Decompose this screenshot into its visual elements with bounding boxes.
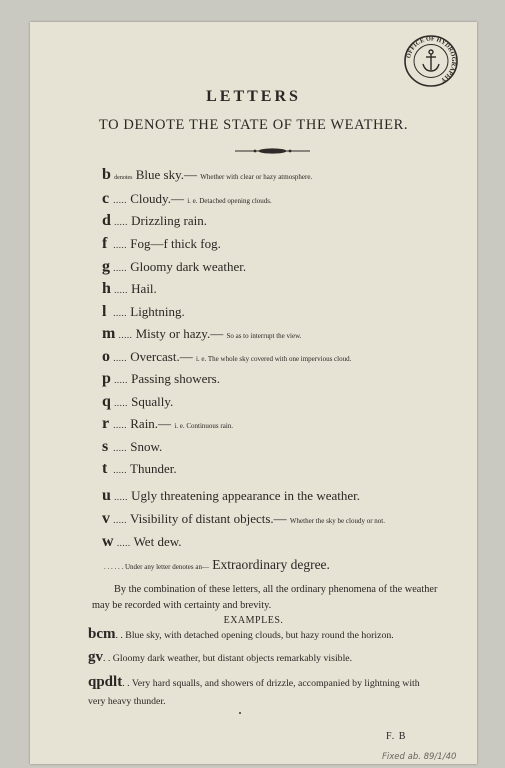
legend-row-o: o ..... Overcast.— i. e. The whole sky covered with one impervious cloud. [102,348,352,365]
legend-row-w: w ..... Wet dew. [102,533,182,550]
ink-speck [239,712,241,714]
explanatory-paragraph: By the combination of these letters, all the ordinary phenomena of the weather may be recorded with certainty and brevity. [92,584,438,611]
svg-text:OFFICE OF HYDROGRAPHY: OFFICE OF HYDROGRAPHY [405,35,458,84]
legend-row-g: g ..... Gloomy dark weather. [102,258,247,275]
legend-row-t: t ..... Thunder. [102,460,177,477]
legend-row-f: f ..... Fog—f thick fog. [102,235,221,252]
legend-row-c: c ..... Cloudy.— i. e. Detached opening clouds. [102,190,272,207]
legend-row-r: r ..... Rain.— i. e. Continuous rain. [102,415,234,432]
signature-initials: F. B [386,731,407,742]
examples-heading: EXAMPLES. [223,615,284,626]
anchor-icon [423,50,439,71]
legend-row-extraordinary: . . . . . . Under any letter denotes an— Extraordinary degree. [104,557,330,572]
legend-row-l: l ..... Lightning. [102,303,185,320]
legend-row-b: b denotes Blue sky.— Whether with clear or hazy atmosphere. [102,166,313,183]
example-row-qpdlt: qpdlt. . Very hard squalls, and showers of drizzle, accompanied by lightning with [88,674,420,690]
legend-row-h: h ..... Hail. [102,280,157,297]
document-title: LETTERS [206,88,301,105]
example-row-gv: gv. . Gloomy dark weather, but distant objects remarkably visible. [88,649,353,665]
example-continuation: very heavy thunder. [88,696,166,707]
legend-row-m: m ..... Misty or hazy.— So as to interrupt the view. [102,325,302,342]
legend-row-q: q ..... Squally. [102,393,174,410]
legend-row-v: v ..... Visibility of distant objects.— Whether the sky be cloudy or not. [102,510,385,527]
document-subtitle: TO DENOTE THE STATE OF THE WEATHER. [98,117,409,133]
legend-row-p: p ..... Passing showers. [102,370,220,387]
legend-row-u: u ..... Ugly threatening appearance in the weather. [102,487,360,504]
legend-row-s: s ..... Snow. [102,438,163,455]
legend-row-d: d ..... Drizzling rain. [102,212,207,229]
office-seal-stamp [402,32,460,90]
document-sheet [30,22,477,764]
ornamental-rule [235,146,310,156]
example-row-bcm: bcm. . Blue sky, with detached opening clouds, but hazy round the horizon. [88,626,394,642]
archive-pencil-note: Fixed ab. 89/1/40 [382,752,457,762]
